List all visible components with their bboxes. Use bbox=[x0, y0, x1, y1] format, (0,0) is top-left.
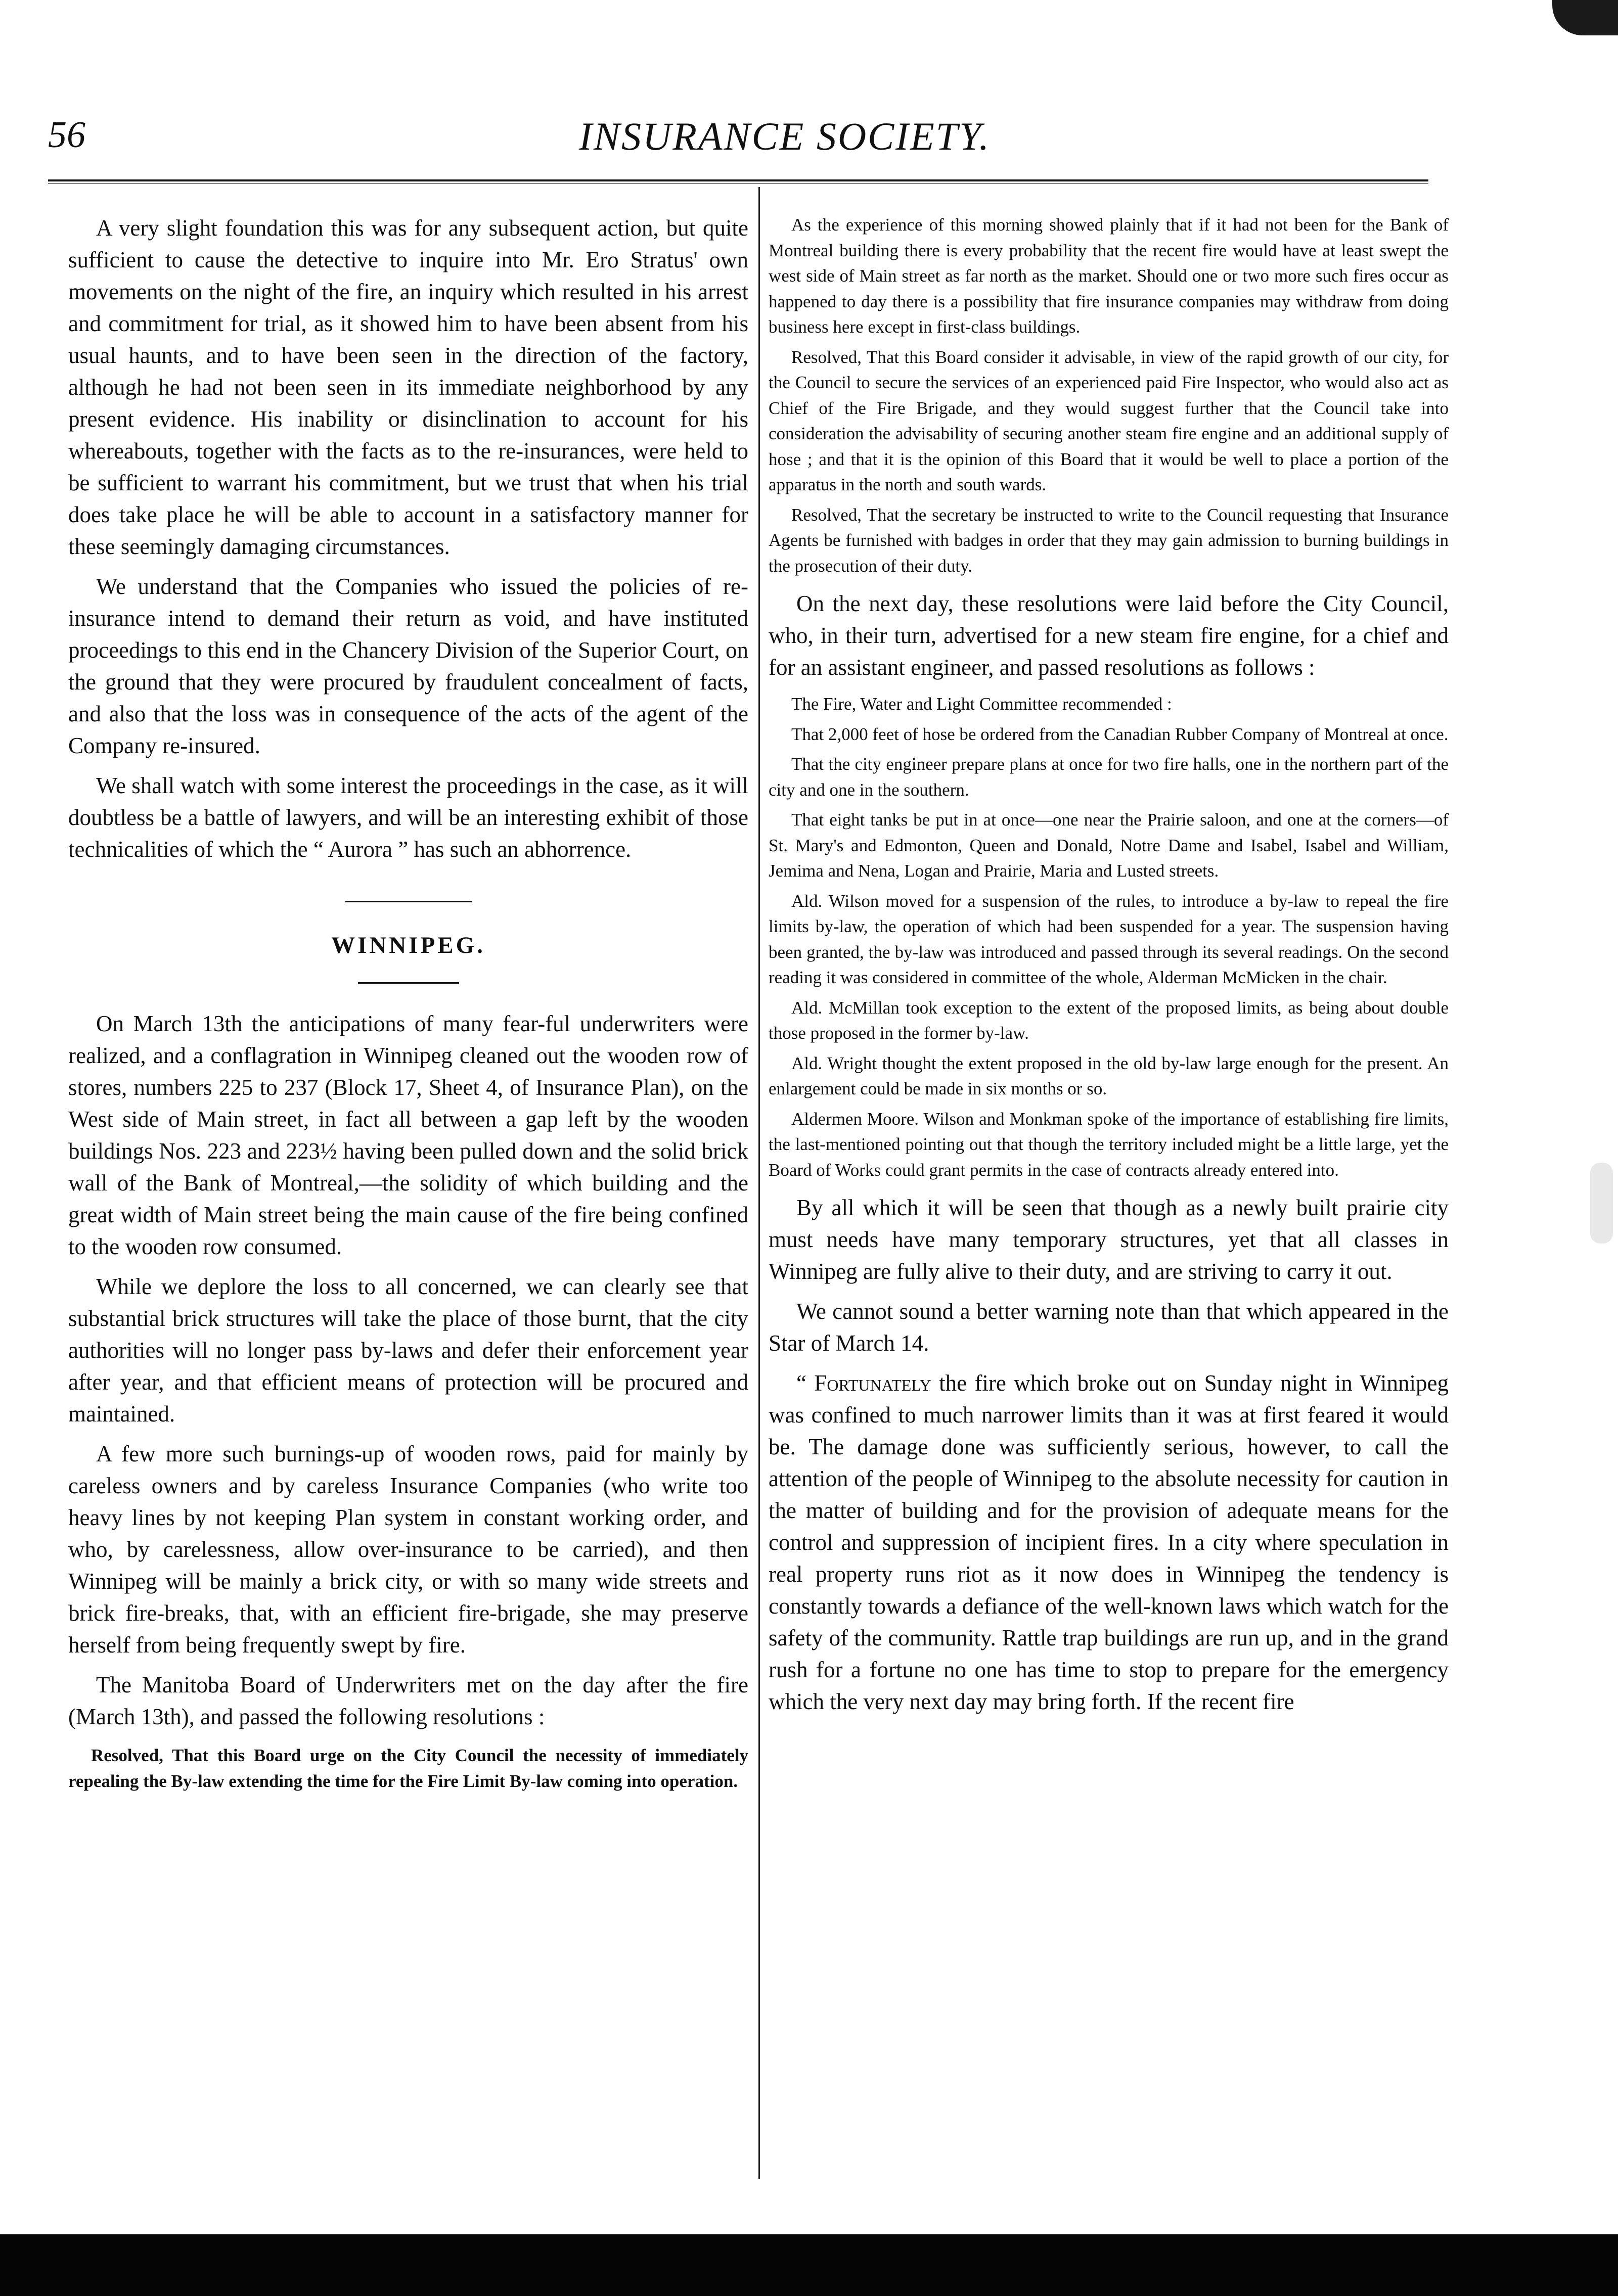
right-column bbox=[769, 212, 1449, 1726]
page-edge-grain bbox=[1590, 1163, 1613, 1244]
small-paragraph: Ald. McMillan took exception to the extent of the proposed limits, as being about double those proposed in the former by-law. bbox=[769, 997, 1449, 1043]
paragraph: On the next day, these resolutions were laid before the City Council, who, in their turn, advertised for a new steam fire engine, for a chief and for an assistant engineer, and passed resolutions as follows : bbox=[769, 591, 1449, 680]
paragraph: A few more such burnings-up of wooden rows, paid for mainly by careless owners and by careless Insurance Companies (who write too heavy lines by not keeping Plan system in constant working order, and who, by carelessness, allow over-insurance to be carried), and then Winnipeg will be mainly a brick city, or with so many wide streets and brick fire-breaks, that, with an efficient fire-brigade, she may preserve herself from being frequently swept by fire. bbox=[68, 1441, 748, 1658]
paragraph: While we deplore the loss to all concerned, we can clearly see that substantial brick structures will take the place of those burnt, that the city authorities will no longer pass by-laws and defer their enforcement year after year, and that efficient means of protection will be procured and maintained. bbox=[68, 1274, 748, 1427]
quote-text: the fire which broke out on Sunday night in Winnipeg was confined to much narrower limits than it was at first feared it would be. The damage done was sufficiently serious, however, to call the attention of the people of Winnipeg to the absolute necessity for caution in the matter of building and for the provision of adequate means for the control and suppression of incipient fires. In a city where speculation in real property runs riot as it now does in Winnipeg the tendency is constantly towards a defiance of the well-known laws which watch for the safety of the community. Rattle trap buildings are run up, and in the grand rush for a fortune no one has time to stop to prepare for the emergency which the very next day may bring forth. If the recent fire bbox=[769, 1370, 1449, 1714]
small-paragraph: Aldermen Moore. Wilson and Monkman spoke of the importance of establishing fire limits, the last-mentioned pointing out that though the territory included might be a little large, yet the Board of Works could grant permits in the case of contracts already entered into. bbox=[769, 1109, 1449, 1180]
paragraph: We cannot sound a better warning note than that which appeared in the Star of March 14. bbox=[769, 1299, 1449, 1356]
resolution-paragraph: Resolved, That this Board urge on the City Council the necessity of immediately repealing the By-law extending the time for the Fire Limit By-law coming into operation. bbox=[68, 1746, 748, 1791]
page-header bbox=[48, 114, 1428, 169]
paragraph: We understand that the Companies who issued the policies of re-insurance intend to demand their return as void, and have instituted proceedings to this end in the Chancery Division of the Superior Court, on the ground that they were procured by fraudulent concealment of facts, and also that the loss was in consequence of the acts of the agent of the Company re-insured. bbox=[68, 574, 748, 758]
scan-bottom-border bbox=[0, 2234, 1618, 2296]
small-paragraph: Resolved, That the secretary be instructed to write to the Council requesting that Insurance Agents be furnished with badges in order that they may gain admission to burning buildings in the prosecution of their duty. bbox=[769, 504, 1449, 576]
section-rule-top bbox=[345, 901, 472, 902]
paragraph: By all which it will be seen that though as a newly built prairie city must needs have many temporary structures, yet that all classes in Winnipeg are fully alive to their duty, and are striving to carry it out. bbox=[769, 1195, 1449, 1284]
small-paragraph: As the experience of this morning showed plainly that if it had not been for the Bank of Montreal building there is every probability that the recent fire would have at least swept the west side of Main street as far north as the market. Should one or two more such fires occur as happened to day there is a possibility that fire insurance companies may withdraw from doing business here except in first-class buildings. bbox=[769, 215, 1449, 337]
small-paragraph: Ald. Wright thought the extent proposed in the old by-law large enough for the present. An enlargement could be made in six months or so. bbox=[769, 1053, 1449, 1098]
page-number: 56 bbox=[48, 114, 85, 156]
left-column bbox=[68, 212, 748, 1799]
section-rule-bottom bbox=[358, 982, 459, 984]
paragraph: A very slight foundation this was for any subsequent action, but quite sufficient to cause the detective to inquire into Mr. Ero Stratus' own movements on the night of the fire, an inquiry which resulted in his arrest and commitment for trial, as it showed him to have been absent from his usual haunts, and to have been seen in the direction of the factory, although he had not been seen in its immediate neighborhood by any present evidence. His inability or disinclination to account for his whereabouts, together with the facts as to the re-insurances, were held to be sufficient to warrant his commitment, but we trust that when his trial does take place he will be able to account in a satisfactory manner for these seemingly damaging circumstances. bbox=[68, 215, 748, 559]
paragraph: We shall watch with some interest the proceedings in the case, as it will doubtless be a battle of lawyers, and will be an interesting exhibit of those technicalities of which the “ Aurora ” has such an abhorrence. bbox=[68, 773, 748, 862]
small-paragraph: Resolved, That this Board consider it advisable, in view of the rapid growth of our city, for the Council to secure the services of an experienced paid Fire Inspector, who would also act as Chief of the Fire Brigade, and they would suggest further that the Council take into consideration the advisability of securing another steam fire engine and an additional supply of hose ; and that it is the opinion of this Board that it would be well to place a portion of the apparatus in the north and south wards. bbox=[769, 347, 1449, 494]
small-paragraph: That 2,000 feet of hose be ordered from the Canadian Rubber Company of Montreal at once. bbox=[791, 724, 1449, 744]
header-rule bbox=[48, 179, 1428, 184]
paragraph: The Manitoba Board of Underwriters met on the day after the fire (March 13th), and passed the following resolutions : bbox=[68, 1672, 748, 1729]
small-paragraph: That eight tanks be put in at once—one near the Prairie saloon, and one at the corners—of St. Mary's and Edmonton, Queen and Donald, Notre Dame and Isabel, Isabel and William, Jemima and Nena, Logan and Prairie, Maria and Lusted streets. bbox=[769, 810, 1449, 881]
small-paragraph: The Fire, Water and Light Committee recommended : bbox=[791, 694, 1172, 714]
running-title: INSURANCE SOCIETY. bbox=[579, 114, 991, 158]
small-paragraph: Ald. Wilson moved for a suspension of the rules, to introduce a by-law to repeal the fire limits by-law, the operation of which had been suspended for a year. The suspension having been granted, the by-law was introduced and passed through its several readings. On the second reading it was considered in committee of the whole, Alderman McMicken in the chair. bbox=[769, 891, 1449, 987]
quote-lead: “ Fortunately bbox=[796, 1370, 931, 1396]
column-rule bbox=[758, 187, 760, 2179]
page-edge-smudge bbox=[1552, 0, 1618, 35]
paragraph: On March 13th the anticipations of many fear-ful underwriters were realized, and a conflagration in Winnipeg cleaned out the wooden row of stores, numbers 225 to 237 (Block 17, Sheet 4, of Insurance Plan), on the West side of Main street, in fact all between a gap left by the wooden buildings Nos. 223 and 223½ having been pulled down and the solid brick wall of the Bank of Montreal,—the solidity of which building and the great width of Main street being the main cause of the fire being confined to the wooden row consumed. bbox=[68, 1011, 748, 1259]
small-paragraph: That the city engineer prepare plans at once for two fire halls, one in the northern part of the city and one in the southern. bbox=[769, 754, 1449, 800]
section-heading: WINNIPEG. bbox=[331, 932, 485, 958]
quote-paragraph bbox=[769, 1367, 1449, 1718]
